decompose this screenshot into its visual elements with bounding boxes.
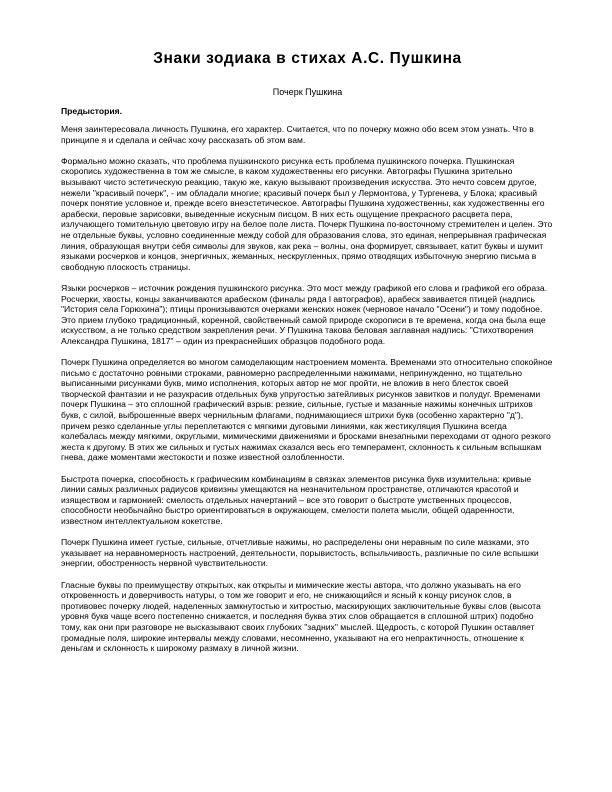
document-subtitle: Почерк Пушкина [272,87,343,97]
paragraph: Меня заинтересовала личность Пушкина, его характер. Считается, что по почерку можно обо всем этом узнать. Что в принципе я и сделала и сейчас хочу рассказать об этом вам. [61,124,534,145]
paragraph: Формально можно сказать, что проблема пушкинского рисунка есть проблема пушкинского почерка. Пушкинская скоропись художественна в том же смысле, в каком художественны его рисунки. Автографы Пушкина зрительно вызывают чисто эстетическую реакцию, такую же, какую вызывают произведения искусства. Это нечто совсем другое, нежели "красивый почерк", - им обладали многие; красивый почерк был у Лермонтова, у Тургенева, у Блока; красивый почерк понятие условное и, прежде всего внеэстетическое. Автографы Пушкина художественны, как художественны его арабески, перовые зарисовки, выведенные искусным писцом. В них есть ощущение прекрасного расцвета пера, излучающего томительную цветовую игру на белое поле листа. Почерк Пушкина по-восточному стремителен и целен. Это не отдельные буквы, условно соединенные между собой для образования слова, это единая, непрерывная графическая линия, образующая внутри себя символы для звуков, как река – волны, она формирует, связывает, катит буквы и шумит языками росчерков и концов, энергичных, жеманных, нескругленных, прямо отводящих избыточную энергию письма в свободную плоскость страницы. [61,155,553,272]
paragraph: Гласные буквы по преимуществу открытых, как открыты и мимические жесты автора, что должно указывать на его откровенность и доверчивость натуры, о том же говорит и его, не снижающийся и ясный к концу рисунок слов, в противовес почерку людей, наделенных замкнутостью и хитростью, маскирующих заключительные буквы слов (высота уровня букв чаще всего постепенно снижается, и последняя буква этих слов обращается в сплошной штрих) подобно тому, как они при разговоре не высказывают своих глубоких "задних" мыслей. Щедрость, с которой Пушкин оставляет громадные поля, широкие интервалы между словами, несомненно, указывают на его непрактичность, отношение к деньгам и склонность к широкому размаху в личной жизни. [61,579,541,654]
paragraph: Быстрота почерка, способность к графическим комбинациям в связках элементов рисунка букв изумительна: кривые линии самых различных радиусов кривизны умещаются на незначительном пространстве, отличаются красотой и изяществом и гармонией: смелость отдельных начертаний – все это говорит о быстроте умственных процессов, способности необычайно быстро ориентироваться в окружающем, смелости полета мысли, общей одаренности, известном интеллектуальном кокетстве. [61,473,532,526]
paragraph: Языки росчерков – источник рождения пушкинского рисунка. Это мост между графикой его слова и графикой его образа. Росчерки, хвосты, концы заканчиваются арабеском (финалы ряда l автографов), арабеск завивается птицей (надпись "История села Горюхина"); птицы пронизываются очерками женских ножек (черновое начало "Осени") и тому подобное. Это прием глубоко традиционный, коренной, свойственный самой природе скорописи в те времена, когда она была еще искусством, а не только средством закрепления речи. У Пушкина такова беловая заглавная надпись: "Стихотворения Александра Пушкина, 1817" – один из прекраснейших образцов подобного рода. [61,282,548,346]
paragraph: Почерк Пушкина имеет густые, сильные, отчетливые нажимы, но распределены они неравным по силе мазками, это указывает на неравномерность настроений, деятельности, порывистость, вспыльчивость, различные по силе вспышки энергии, обостренность нервной чувствительности. [61,537,539,569]
document-title: Знаки зодиака в стихах А.С. Пушкина [153,50,462,67]
paragraph: Почерк Пушкина определяется во многом самоделающим настроением момента. Временами это относительно спокойное письмо с достаточно ровными строками, равномерно распределенными нажимами, непринужденно, но тщательно выписанными рисунками букв, мимо исполнения, которых автор не мог пройти, не вложив в него блесток своей творческой фантазии и не разукрасив отдельных букв упругостью затейливых рисунков завитков и полудуг. Временами почерк Пушкина – это сплошной графический взрыв: резкие, сильные, густые и мазанные нажимы конечных штрихов букв, с силой, выброшенные вверх чернильным флагами, поднимающиеся штрихи букв (особенно характерно "д"), причем резко сделанные углы переплетаются с мягкими дуговыми линиями, как жестикуляция Пушкина всегда колебалась между мягкими, округлыми, мимическими движениями и бросками внезапными переходами от одного резкого жеста к другому. В этих же сильных и густых нажимах сказался весь его темперамент, склонность к сильным вспышкам гнева, даже моментами жестокости и позже известной озлобленности. [61,357,553,463]
section-heading: Предыстория. [61,106,123,116]
